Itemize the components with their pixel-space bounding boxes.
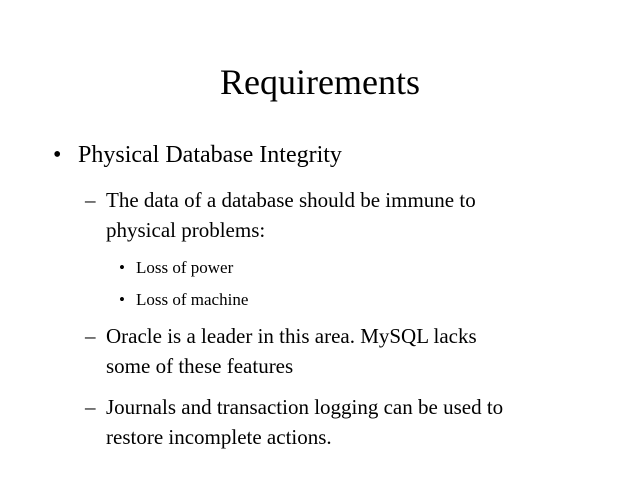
subitem-immune-line2: physical problems: (106, 218, 266, 242)
subsubitem-loss-of-machine: Loss of machine (136, 290, 249, 309)
small-bullet-icon: • (119, 290, 125, 309)
subitem-immune-line1: The data of a database should be immune to (106, 188, 476, 212)
dash-icon: – (85, 324, 96, 348)
subsubitem-loss-of-power: Loss of power (136, 258, 234, 277)
subitem-oracle-line2: some of these features (106, 354, 294, 378)
subitem-journals-line1: Journals and transaction logging can be used to (106, 395, 504, 419)
dash-icon: – (85, 395, 96, 419)
small-bullet-icon: • (119, 258, 125, 277)
dash-icon: – (85, 188, 96, 212)
subitem-journals-line2: restore incomplete actions. (106, 425, 332, 449)
slide-title: Requirements (220, 62, 420, 102)
bullet-physical-database-integrity: Physical Database Integrity (78, 142, 342, 168)
subitem-oracle-line1: Oracle is a leader in this area. MySQL lacks (106, 324, 477, 348)
bullet-icon: • (53, 142, 62, 168)
